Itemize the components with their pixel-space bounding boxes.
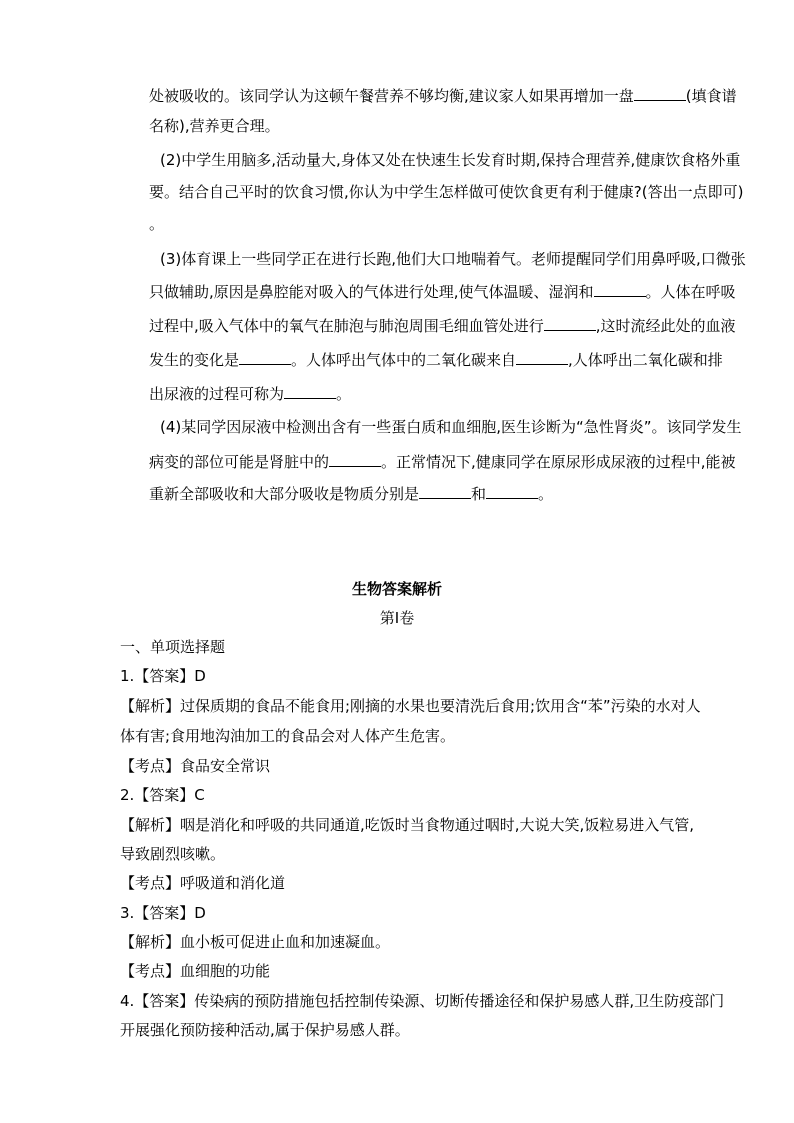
analysis-1-line-1: 【解析】过保质期的食品不能食用;刚摘的水果也要清洗后食用;饮用含“苯”污染的水对人 [120, 697, 701, 715]
answer-blank [634, 85, 686, 101]
text: 处被吸收的。该同学认为这顿午餐营养不够均衡,建议家人如果再增加一盘 [149, 87, 634, 105]
question-2-line-3 [149, 214, 164, 234]
question-2-line-1 [160, 150, 740, 170]
answer-blank [594, 281, 646, 297]
answer-1: 1.【答案】D [120, 667, 206, 685]
point-2: 【考点】呼吸道和消化道 [120, 874, 286, 892]
answer-blank [239, 349, 291, 365]
text: 重新全部吸收和大部分吸收是物质分别是 [149, 485, 420, 503]
question-3-line-4 [149, 349, 723, 370]
answer-blank [544, 315, 596, 331]
answers-title: 生物答案解析 [351, 580, 442, 598]
question-3-line-3 [149, 315, 736, 336]
question-3-line-1 [160, 249, 746, 269]
text: (4)某同学因尿液中检测出含有一些蛋白质和血细胞,医生诊断为“急性肾炎”。该同学发生 [160, 418, 742, 436]
answer-blank [419, 483, 471, 499]
answer-2: 2.【答案】C [120, 786, 205, 804]
text: (填食谱 [685, 87, 737, 105]
text: 。 [538, 485, 554, 503]
text: 发生的变化是 [149, 351, 240, 369]
text: 。 [149, 215, 165, 233]
analysis-2-line-2: 导致剧烈咳嗽。 [120, 845, 226, 863]
analysis-1-line-2: 体有害;食用地沟油加工的食品会对人体产生危害。 [120, 727, 456, 745]
point-1: 【考点】食品安全常识 [120, 757, 271, 775]
section-heading: 一、单项选择题 [120, 638, 226, 656]
answer-blank [516, 349, 568, 365]
text: 名称),营养更合理。 [149, 117, 280, 135]
analysis-3: 【解析】血小板可促进止血和加速凝血。 [120, 933, 391, 951]
text: 病变的部位可能是肾脏中的 [149, 453, 330, 471]
text: 要。结合自己平时的饮食习惯,你认为中学生怎样做可使饮食更有利于健康?(答出一点即可) [149, 183, 744, 201]
text: 。人体在呼吸 [645, 283, 736, 301]
text: 只做辅助,原因是鼻腔能对吸入的气体进行处理,使气体温暖、湿润和 [149, 283, 594, 301]
text: 。 [336, 385, 352, 403]
answer-4-line-1: 4.【答案】传染病的预防措施包括控制传染源、切断传播途径和保护易感人群,卫生防疫部门 [120, 992, 725, 1010]
question-4-line-1 [160, 417, 742, 437]
question-4-line-3 [149, 483, 553, 504]
answer-3: 3.【答案】D [120, 904, 206, 922]
text: ,这时流经此处的血液 [595, 317, 736, 335]
question-line-1 [149, 85, 737, 106]
text: ,人体呼出二氧化碳和排 [568, 351, 723, 369]
text: (3)体育课上一些同学正在进行长跑,他们大口地喘着气。老师提醒同学们用鼻呼吸,口微张 [160, 250, 746, 268]
text: 。人体呼出气体中的二氧化碳来自 [291, 351, 517, 369]
analysis-2-line-1: 【解析】咽是消化和呼吸的共同通道,吃饭时当食物通过咽时,大说大笑,饭粒易进入气管, [120, 816, 695, 834]
point-3: 【考点】血细胞的功能 [120, 962, 271, 980]
answer-4-line-2: 开展强化预防接种活动,属于保护易感人群。 [120, 1021, 410, 1039]
question-3-line-5 [149, 383, 351, 404]
question-3-line-2 [149, 281, 736, 302]
question-line-2 [149, 116, 280, 136]
text: (2)中学生用脑多,活动量大,身体又处在快速生长发育时期,保持合理营养,健康饮食格外重 [160, 151, 741, 169]
text: 。正常情况下,健康同学在原尿形成尿液的过程中,能被 [381, 453, 736, 471]
question-4-line-2 [149, 451, 736, 472]
text: 出尿液的过程可称为 [149, 385, 285, 403]
text: 过程中,吸入气体中的氧气在肺泡与肺泡周围毛细血管处进行 [149, 317, 544, 335]
question-2-line-2 [149, 182, 743, 202]
answers-subtitle: 第I卷 [379, 609, 415, 627]
text: 和 [471, 485, 487, 503]
answer-blank [486, 483, 538, 499]
answer-blank [329, 451, 381, 467]
answer-blank [284, 383, 336, 399]
